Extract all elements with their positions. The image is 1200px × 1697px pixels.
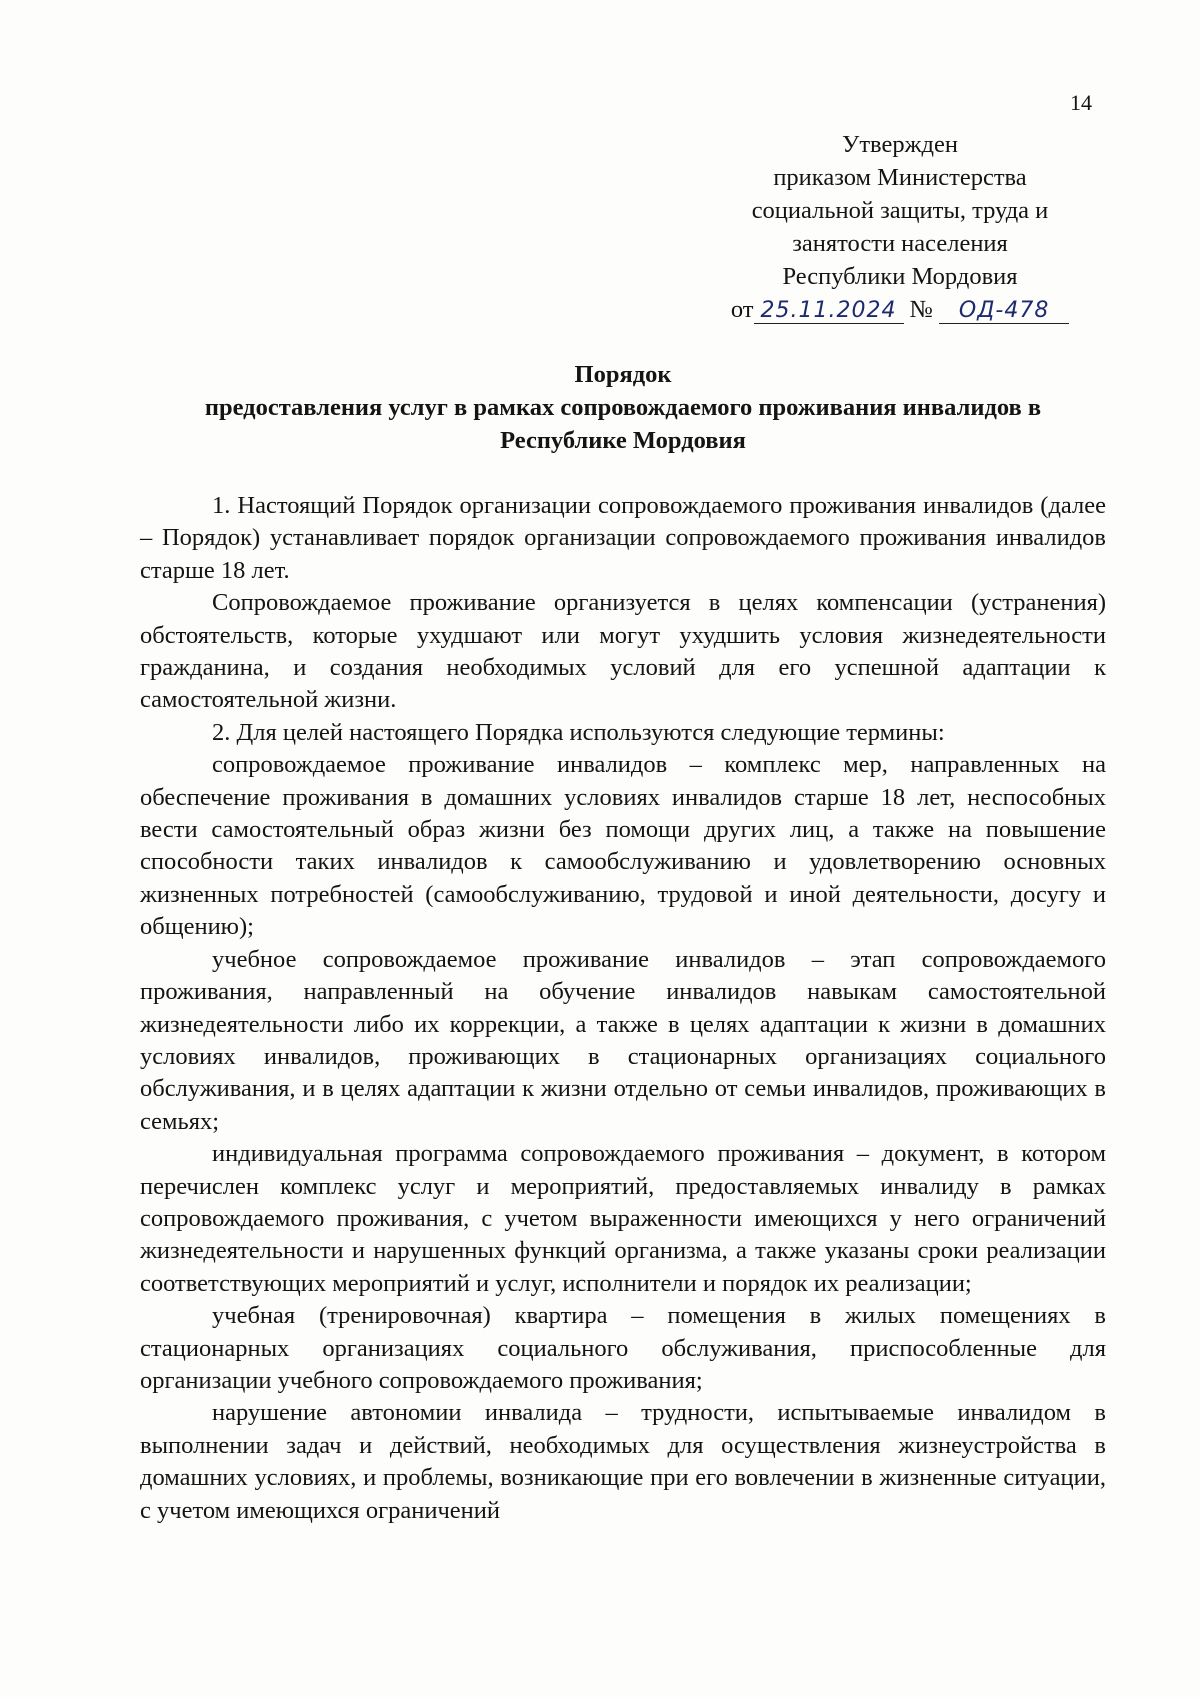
approval-line: Республики Мордовия: [782, 263, 1018, 290]
approval-stamp: [700, 128, 1100, 326]
title-main: Порядок: [574, 361, 672, 388]
date-prefix: от: [730, 296, 754, 323]
title-subtitle: предоставления услуг в рамках сопровождаемого проживания инвалидов в Республике Мордовия: [204, 394, 1042, 454]
paragraph: индивидуальная программа сопровождаемого проживания – документ, в котором перечислен комплекс услуг и мероприятий, предоставляемых инвалиду в рамках сопровождаемого проживания, с учетом выраженности имеющихся у него ограничений жизнедеятельности и нарушенных функций организма, а также указаны сроки реализации соответствующих мероприятий и услуг, исполнители и порядок их реализации;: [140, 1140, 1106, 1297]
order-reference: [700, 293, 1100, 326]
paragraph: учебное сопровождаемое проживание инвалидов – этап сопровождаемого проживания, направленный на обучение инвалидов навыкам самостоятельной жизнедеятельности либо их коррекции, а также в целях адаптации к жизни в домашних условиях инвалидов, проживающих в стационарных организациях социального обслуживания, и в целях адаптации к жизни отдельно от семьи инвалидов, проживающих в семьях;: [140, 945, 1106, 1135]
approval-line: приказом Министерства: [773, 164, 1027, 191]
approval-line: Утвержден: [842, 131, 958, 158]
handwritten-date: 25.11.2024: [754, 299, 904, 324]
page-number: 14: [1070, 90, 1092, 115]
document-body: [140, 490, 1106, 1527]
paragraph: 1. Настоящий Порядок организации сопровождаемого проживания инвалидов (далее – Порядок) устанавливает порядок организации сопровождаемого проживания инвалидов старше 18 лет.: [140, 492, 1106, 584]
paragraph: сопровождаемое проживание инвалидов – комплекс мер, направленных на обеспечение проживания в домашних условиях инвалидов старше 18 лет, неспособных вести самостоятельный образ жизни без помощи других лиц, а также на повышение способности таких инвалидов к самообслуживанию и удовлетворению основных жизненных потребностей (самообслуживанию, трудовой и иной деятельности, досугу и общению);: [140, 751, 1106, 941]
document-title: [140, 358, 1106, 457]
paragraph: 2. Для целей настоящего Порядка используются следующие термины:: [212, 718, 945, 746]
approval-line: социальной защиты, труда и: [751, 197, 1049, 224]
paragraph: нарушение автономии инвалида – трудности, испытываемые инвалидом в выполнении задач и действий, необходимых для осуществления жизнеустройства в домашних условиях, и проблемы, возникающие при его вовлечении в жизненные ситуации, с учетом имеющихся ограничений: [140, 1399, 1106, 1524]
paragraph: Сопровождаемое проживание организуется в целях компенсации (устранения) обстоятельств, которые ухудшают или могут ухудшить условия жизнедеятельности гражданина, и создания необходимых условий для его успешной адаптации к самостоятельной жизни.: [140, 589, 1106, 714]
handwritten-order-number: ОД-478: [939, 299, 1069, 324]
approval-line: занятости населения: [792, 230, 1008, 257]
order-line: [731, 293, 1069, 326]
number-label: №: [909, 296, 934, 323]
paragraph: учебная (тренировочная) квартира – помещения в жилых помещениях в стационарных организациях социального обслуживания, приспособленные для организации учебного сопровождаемого проживания;: [140, 1302, 1106, 1394]
